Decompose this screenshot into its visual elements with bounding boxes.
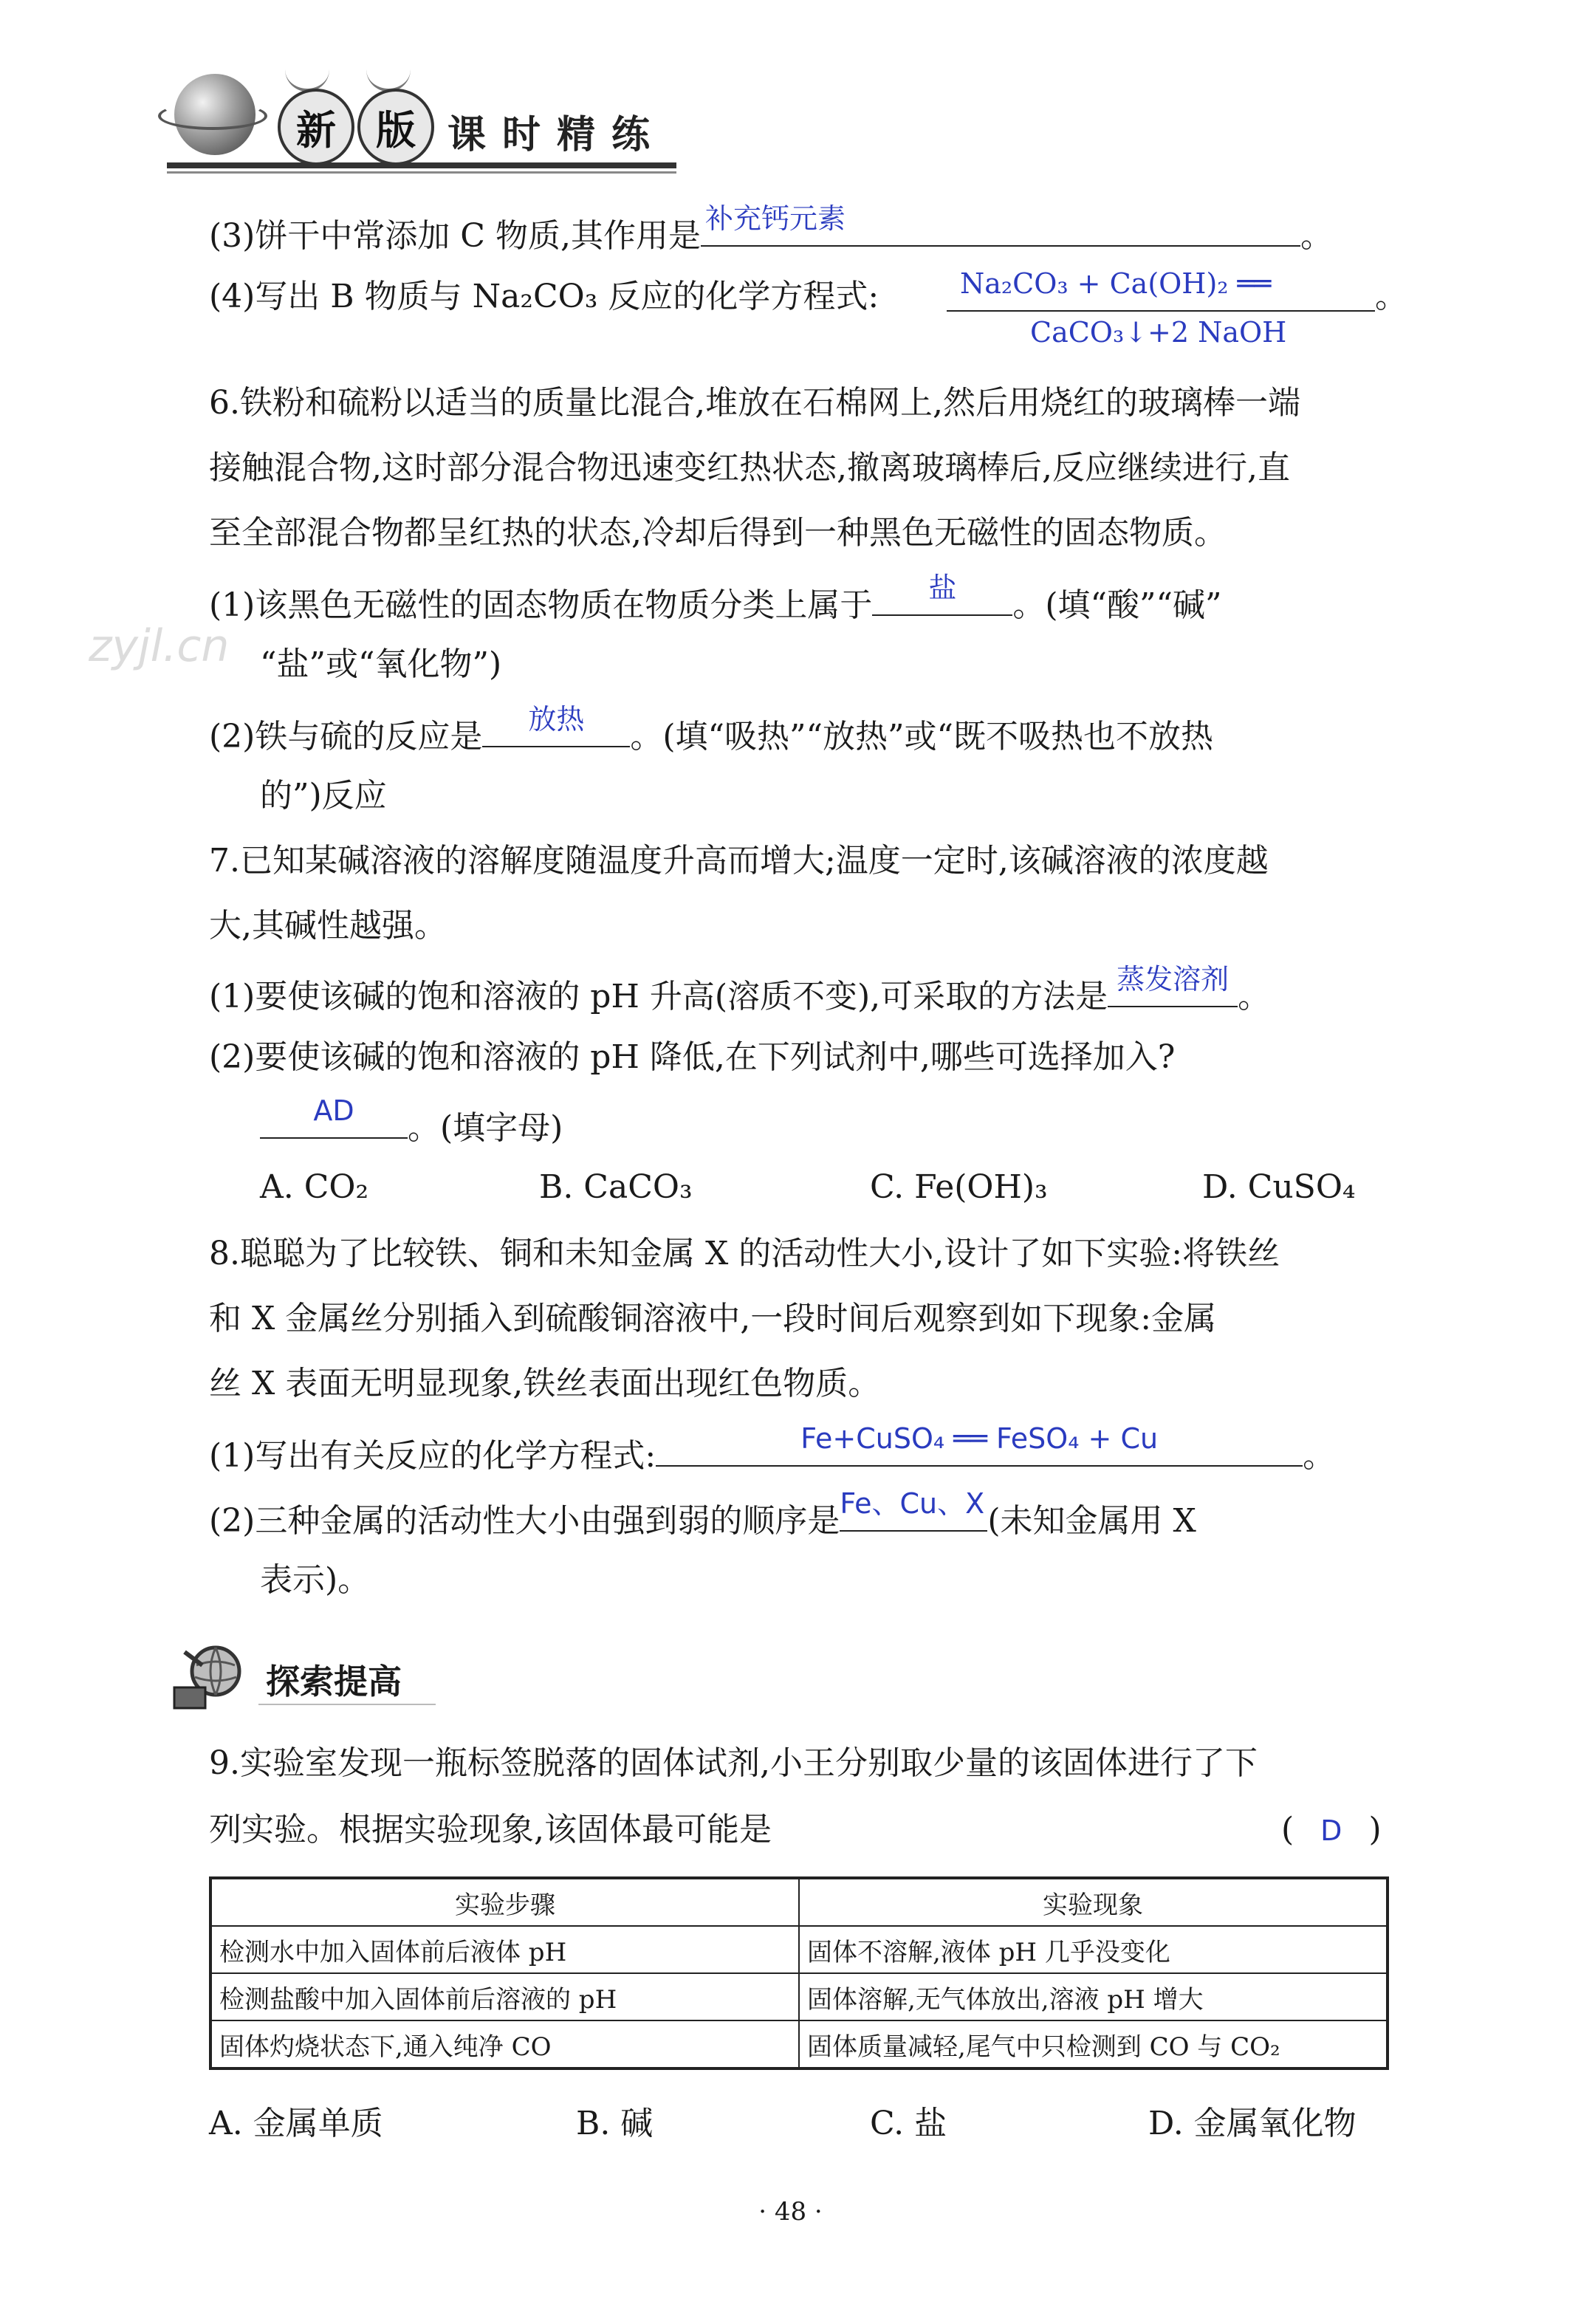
table-header-steps: 实验步骤 [210, 1878, 799, 1926]
section-heading [170, 1636, 436, 1717]
q6-part1-text: (1)该黑色无磁性的固态物质在物质分类上属于 [209, 586, 873, 624]
q8-part2-answer: Fe、Cu、X [840, 1487, 985, 1520]
q6-part1 [209, 572, 1222, 628]
q5-part3-answer: 补充钙元素 [704, 202, 846, 235]
q9-option-b: B. 碱 [576, 2105, 654, 2142]
q7-option-c: C. Fe(OH)₃ [870, 1168, 1048, 1206]
q5-part3-text: (3)饼干中常添加 C 物质,其作用是 [209, 217, 701, 255]
q6-part2-tail: 。(填“吸热”“放热”或“既不吸热也不放热 [630, 718, 1213, 755]
q7-part2-tail: 。(填字母) [408, 1109, 563, 1147]
watermark: zyjl.cn [89, 620, 230, 672]
q8-stem-line2: 和 X 金属丝分别插入到硫酸铜溶液中,一段时间后观察到如下现象:金属 [209, 1300, 1217, 1337]
q7-part2 [260, 1094, 563, 1151]
q6-part2-answer: 放热 [528, 703, 585, 736]
q6-part2-blank [482, 703, 630, 747]
table-row [210, 1973, 1388, 2020]
globe-ring-icon [158, 102, 267, 130]
sprig-icon [366, 59, 411, 92]
q6-part2-text: (2)铁与硫的反应是 [209, 718, 483, 755]
q7-stem-line2: 大,其碱性越强。 [209, 907, 447, 945]
header-rule [167, 162, 676, 168]
q5-part4-end: 。 [1375, 278, 1407, 315]
q8-part1-answer: Fe+CuSO₄ ══ FeSO₄ + Cu [800, 1422, 1159, 1455]
q7-part1-end: 。 [1238, 978, 1271, 1015]
q7-option-b: B. CaCO₃ [539, 1168, 693, 1206]
q8-part1-text: (1)写出有关反应的化学方程式: [209, 1437, 656, 1475]
q5-part4 [209, 275, 879, 319]
table-cell: 固体不溶解,液体 pH 几乎没变化 [799, 1926, 1388, 1973]
q9-option-c: C. 盐 [870, 2105, 947, 2142]
q7-part2-text: (2)要使该碱的饱和溶液的 pH 降低,在下列试剂中,哪些可选择加入? [209, 1038, 1176, 1076]
q6-stem-line1: 6.铁粉和硫粉以适当的质量比混合,堆放在石棉网上,然后用烧红的玻璃棒一端 [209, 384, 1300, 422]
q8-part2-blank [840, 1487, 987, 1532]
q6-stem-line2: 接触混合物,这时部分混合物迅速变红热状态,撤离玻璃棒后,反应继续进行,直 [209, 449, 1290, 487]
table-header-row [210, 1878, 1388, 1926]
table-cell: 固体溶解,无气体放出,溶液 pH 增大 [799, 1973, 1388, 2020]
q7-option-a: A. CO₂ [260, 1168, 369, 1206]
q8-part2 [209, 1487, 1196, 1543]
q6-part1-blank [872, 572, 1012, 616]
q9-paren-close: ) [1368, 1811, 1382, 1848]
q9-answer: D [1320, 1814, 1342, 1847]
q7-part1-answer: 蒸发溶剂 [1117, 963, 1230, 995]
q6-part2 [209, 703, 1213, 759]
q9-stem-line1: 9.实验室发现一瓶标签脱落的固体试剂,小王分别取少量的该固体进行了下 [209, 1744, 1258, 1782]
q8-stem-line1: 8.聪聪为了比较铁、铜和未知金属 X 的活动性大小,设计了如下实验:将铁丝 [209, 1235, 1280, 1272]
q9-answer-paren [1281, 1808, 1382, 1853]
q7-part1-blank [1108, 963, 1238, 1007]
q5-part3 [209, 202, 1333, 258]
q8-part1-blank [656, 1422, 1303, 1467]
experiment-table [209, 1876, 1389, 2070]
q9-option-d: D. 金属氧化物 [1148, 2105, 1357, 2142]
table-cell: 检测盐酸中加入固体前后溶液的 pH [210, 1973, 799, 2020]
q7-part2-blank [260, 1094, 408, 1139]
header-badge-2: 版 [357, 89, 434, 165]
q5-part3-end: 。 [1300, 217, 1333, 255]
header-rule-thin [167, 171, 676, 174]
page-header [167, 52, 684, 170]
q5-part4-answer-line1: Na₂CO₃ + Ca(OH)₂ ══ [960, 267, 1272, 300]
table-row [210, 1926, 1388, 1973]
table-cell: 固体灼烧状态下,通入纯净 CO [210, 2020, 799, 2068]
header-subtitle: 课时精练 [447, 113, 667, 157]
q6-stem-line3: 至全部混合物都呈红热的状态,冷却后得到一种黑色无磁性的固态物质。 [209, 514, 1227, 552]
q8-part2-text: (2)三种金属的活动性大小由强到弱的顺序是 [209, 1502, 840, 1540]
q7-option-d: D. CuSO₄ [1202, 1168, 1356, 1206]
q6-part1-tail: 。(填“酸”“碱” [1012, 586, 1222, 624]
q9-option-a: A. 金属单质 [209, 2105, 383, 2142]
q8-stem-line3: 丝 X 表面无明显现象,铁丝表面出现红色物质。 [209, 1365, 881, 1402]
q9-paren-open: ( [1281, 1811, 1294, 1848]
q8-part1-end: 。 [1303, 1437, 1336, 1475]
q7-stem-line1: 7.已知某碱溶液的溶解度随温度升高而增大;温度一定时,该碱溶液的浓度越 [209, 842, 1269, 880]
q6-part1-answer: 盐 [928, 572, 957, 604]
q6-part2-tail2: 的”)反应 [260, 777, 387, 815]
table-header-observations: 实验现象 [799, 1878, 1388, 1926]
q5-part4-text: (4)写出 B 物质与 Na₂CO₃ 反应的化学方程式: [209, 278, 879, 315]
q7-part1 [209, 963, 1271, 1019]
q5-part3-blank [701, 202, 1300, 247]
magnifier-globe-icon [170, 1636, 251, 1713]
sprig-icon [285, 59, 329, 92]
table-cell: 检测水中加入固体前后液体 pH [210, 1926, 799, 1973]
q6-part1-tail2: “盐”或“氧化物”) [260, 645, 502, 683]
q8-part2-tail2: 表示)。 [260, 1561, 371, 1599]
section-title: 探索提高 [266, 1662, 402, 1701]
q7-part2-answer: AD [313, 1094, 354, 1127]
section-rule [258, 1704, 436, 1705]
header-badge-1: 新 [278, 89, 354, 165]
q8-part2-tail: (未知金属用 X [987, 1502, 1196, 1540]
q8-part1 [209, 1422, 1336, 1478]
q5-part4-blank [947, 310, 1375, 312]
table-cell: 固体质量减轻,尾气中只检测到 CO 与 CO₂ [799, 2020, 1388, 2068]
page-number: · 48 · [758, 2197, 823, 2227]
q9-stem-line2: 列实验。根据实验现象,该固体最可能是 [209, 1811, 772, 1848]
table-row [210, 2020, 1388, 2068]
q7-part1-text: (1)要使该碱的饱和溶液的 pH 升高(溶质不变),可采取的方法是 [209, 978, 1108, 1015]
q5-part4-answer-line2: CaCO₃↓+2 NaOH [1030, 316, 1287, 349]
